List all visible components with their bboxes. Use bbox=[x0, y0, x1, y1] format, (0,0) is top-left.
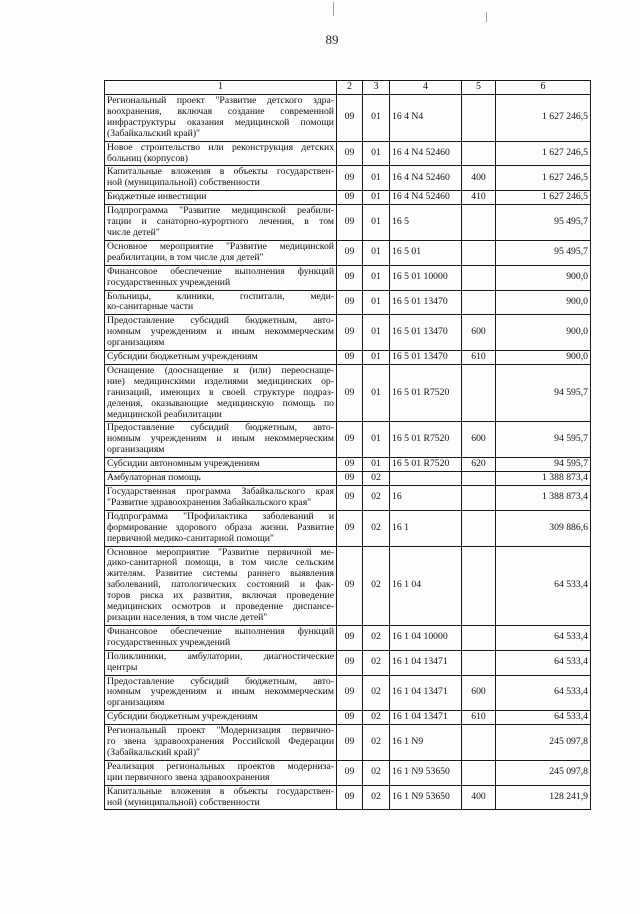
description-line: торов риска их развития, включая проведение bbox=[107, 590, 334, 602]
row-description bbox=[105, 785, 337, 810]
table-row bbox=[105, 364, 591, 422]
row-description bbox=[105, 546, 337, 625]
row-code-expense bbox=[462, 265, 496, 290]
row-code-subsection: 02 bbox=[363, 546, 390, 625]
description-line: Капитальные вложения в объекты государствен- bbox=[107, 785, 334, 797]
table-row bbox=[105, 351, 591, 365]
row-code-subsection: 01 bbox=[363, 351, 390, 365]
row-code-target: 16 1 04 13471 bbox=[390, 675, 462, 711]
description-line: организациям bbox=[107, 697, 165, 709]
description-line: ганизаций, имеющих в своей структуре подраз- bbox=[107, 386, 334, 398]
row-code-section: 09 bbox=[337, 191, 363, 205]
description-line: организациям bbox=[107, 337, 165, 349]
row-code-subsection: 01 bbox=[363, 205, 390, 241]
description-line: ризации населения, в том числе детей" bbox=[107, 611, 268, 623]
row-code-section: 09 bbox=[337, 458, 363, 472]
row-code-target: 16 4 N4 52460 bbox=[390, 141, 462, 166]
row-description bbox=[105, 472, 337, 486]
row-code-subsection: 02 bbox=[363, 711, 390, 725]
row-code-target: 16 5 01 13470 bbox=[390, 315, 462, 351]
description-line: реабилитации, в том числе для детей" bbox=[107, 251, 264, 263]
row-code-target: 16 5 bbox=[390, 205, 462, 241]
row-amount: 94 595,7 bbox=[496, 364, 591, 422]
description-line: Субсидии автономным учреждениям bbox=[107, 458, 260, 470]
row-code-section: 09 bbox=[337, 315, 363, 351]
row-code-target: 16 1 04 10000 bbox=[390, 625, 462, 650]
table-row bbox=[105, 290, 591, 315]
row-code-subsection: 02 bbox=[363, 486, 390, 511]
row-code-section: 09 bbox=[337, 650, 363, 675]
row-code-section: 09 bbox=[337, 364, 363, 422]
row-code-target bbox=[390, 472, 462, 486]
row-code-section: 09 bbox=[337, 510, 363, 546]
row-code-subsection: 02 bbox=[363, 510, 390, 546]
row-code-subsection: 01 bbox=[363, 458, 390, 472]
row-amount: 1 388 873,4 bbox=[496, 486, 591, 511]
row-amount: 64 533,4 bbox=[496, 546, 591, 625]
description-line: дико-санитарной помощи, в том числе сельским bbox=[107, 557, 334, 569]
row-code-subsection: 01 bbox=[363, 240, 390, 265]
description-line: медицинских осмотров и проведение диспансе- bbox=[107, 601, 334, 613]
row-amount: 900,0 bbox=[496, 265, 591, 290]
description-line: ние) медицинскими изделиями медицинских ор- bbox=[107, 375, 334, 387]
description-line: номным учреждениям и иным некоммерческим bbox=[107, 433, 334, 445]
row-code-target: 16 5 01 13470 bbox=[390, 351, 462, 365]
description-line: Основное мероприятие "Развитие медицинской bbox=[107, 240, 334, 252]
description-line: номным учреждениям и иным некоммерческим bbox=[107, 326, 334, 338]
description-line: ко-санитарные части bbox=[107, 301, 194, 313]
row-code-section: 09 bbox=[337, 675, 363, 711]
row-code-expense: 400 bbox=[462, 166, 496, 191]
row-code-expense bbox=[462, 95, 496, 142]
row-code-expense: 620 bbox=[462, 458, 496, 472]
row-amount: 94 595,7 bbox=[496, 422, 591, 458]
row-code-subsection: 01 bbox=[363, 265, 390, 290]
col-header-5: 5 bbox=[462, 81, 496, 95]
description-line: Оснащение (дооснащение и (или) переоснаще- bbox=[107, 364, 334, 376]
row-code-expense bbox=[462, 240, 496, 265]
table-body bbox=[105, 95, 591, 810]
row-code-expense bbox=[462, 141, 496, 166]
description-line: ной (муниципальной) собственности bbox=[107, 796, 260, 808]
row-description bbox=[105, 510, 337, 546]
row-code-section: 09 bbox=[337, 95, 363, 142]
row-amount: 245 097,8 bbox=[496, 725, 591, 761]
row-code-expense: 610 bbox=[462, 711, 496, 725]
row-code-expense bbox=[462, 205, 496, 241]
row-code-expense bbox=[462, 510, 496, 546]
description-line: Финансовое обеспечение выполнения функций bbox=[107, 265, 334, 277]
row-code-target: 16 4 N4 52460 bbox=[390, 166, 462, 191]
row-code-subsection: 01 bbox=[363, 141, 390, 166]
scan-mark bbox=[486, 12, 487, 22]
row-code-expense: 600 bbox=[462, 315, 496, 351]
row-code-target: 16 1 04 13471 bbox=[390, 650, 462, 675]
description-line: номным учреждениям и иным некоммерческим bbox=[107, 686, 334, 698]
row-code-subsection: 01 bbox=[363, 191, 390, 205]
table-row bbox=[105, 166, 591, 191]
row-amount: 900,0 bbox=[496, 290, 591, 315]
row-code-target: 16 1 04 bbox=[390, 546, 462, 625]
row-code-subsection: 02 bbox=[363, 675, 390, 711]
row-amount: 64 533,4 bbox=[496, 711, 591, 725]
table-row bbox=[105, 315, 591, 351]
row-description bbox=[105, 458, 337, 472]
description-line: заболеваний, патологических состояний и фак- bbox=[107, 579, 334, 591]
row-amount: 64 533,4 bbox=[496, 675, 591, 711]
table-row bbox=[105, 546, 591, 625]
table-row bbox=[105, 785, 591, 810]
col-header-1: 1 bbox=[105, 81, 337, 95]
row-code-section: 09 bbox=[337, 546, 363, 625]
row-description bbox=[105, 650, 337, 675]
description-line: Предоставление субсидий бюджетным, авто- bbox=[107, 422, 334, 434]
table-row bbox=[105, 625, 591, 650]
description-line: Подпрограмма "Профилактика заболеваний и bbox=[107, 510, 334, 522]
row-code-target: 16 1 N9 53650 bbox=[390, 760, 462, 785]
row-code-expense: 600 bbox=[462, 422, 496, 458]
description-line: (Забайкальский край)" bbox=[107, 746, 201, 758]
row-code-section: 09 bbox=[337, 725, 363, 761]
row-code-section: 09 bbox=[337, 486, 363, 511]
row-description bbox=[105, 95, 337, 142]
row-code-target: 16 5 01 R7520 bbox=[390, 458, 462, 472]
row-description bbox=[105, 760, 337, 785]
row-amount: 1 627 246,5 bbox=[496, 166, 591, 191]
row-code-subsection: 02 bbox=[363, 785, 390, 810]
row-code-subsection: 01 bbox=[363, 95, 390, 142]
row-code-expense: 410 bbox=[462, 191, 496, 205]
description-line: центры bbox=[107, 661, 138, 673]
description-line: государственных учреждений bbox=[107, 276, 231, 288]
table-row bbox=[105, 191, 591, 205]
row-amount: 900,0 bbox=[496, 315, 591, 351]
row-description bbox=[105, 265, 337, 290]
row-amount: 1 627 246,5 bbox=[496, 141, 591, 166]
row-code-section: 09 bbox=[337, 711, 363, 725]
description-line: Финансовое обеспечение выполнения функций bbox=[107, 625, 334, 637]
row-amount: 1 627 246,5 bbox=[496, 191, 591, 205]
description-line: числе детей" bbox=[107, 226, 160, 238]
description-line: Бюджетные инвестиции bbox=[107, 191, 207, 203]
row-description bbox=[105, 351, 337, 365]
table-row bbox=[105, 510, 591, 546]
row-code-expense bbox=[462, 486, 496, 511]
table-header-row bbox=[105, 81, 591, 95]
row-code-expense bbox=[462, 625, 496, 650]
row-description bbox=[105, 711, 337, 725]
row-amount: 245 097,8 bbox=[496, 760, 591, 785]
row-code-expense bbox=[462, 760, 496, 785]
row-code-section: 09 bbox=[337, 472, 363, 486]
table-row bbox=[105, 422, 591, 458]
row-description bbox=[105, 290, 337, 315]
row-description bbox=[105, 675, 337, 711]
col-header-3: 3 bbox=[363, 81, 390, 95]
row-description bbox=[105, 166, 337, 191]
scan-mark bbox=[333, 2, 334, 16]
row-description bbox=[105, 240, 337, 265]
row-code-expense bbox=[462, 725, 496, 761]
description-line: первичной медико-санитарной помощи" bbox=[107, 532, 274, 544]
row-code-target: 16 1 N9 bbox=[390, 725, 462, 761]
description-line: ной (муниципальной) собственности bbox=[107, 177, 260, 189]
row-code-subsection: 02 bbox=[363, 725, 390, 761]
description-line: ции первичного звена здравоохранения bbox=[107, 771, 270, 783]
table-row bbox=[105, 486, 591, 511]
row-amount: 900,0 bbox=[496, 351, 591, 365]
row-code-target: 16 5 01 bbox=[390, 240, 462, 265]
description-line: го звена здравоохранения Российской Федерации bbox=[107, 736, 334, 748]
page-number: 89 bbox=[325, 32, 339, 47]
description-line: Подпрограмма "Развитие медицинской реабили- bbox=[107, 205, 334, 217]
row-description bbox=[105, 625, 337, 650]
table-row bbox=[105, 472, 591, 486]
row-amount: 309 886,6 bbox=[496, 510, 591, 546]
row-code-subsection: 02 bbox=[363, 760, 390, 785]
row-code-section: 09 bbox=[337, 205, 363, 241]
row-code-subsection: 02 bbox=[363, 472, 390, 486]
row-code-section: 09 bbox=[337, 422, 363, 458]
row-code-target: 16 bbox=[390, 486, 462, 511]
description-line: Капитальные вложения в объекты государствен- bbox=[107, 166, 334, 178]
description-line: Основное мероприятие "Развитие первичной ме- bbox=[107, 546, 334, 558]
row-code-subsection: 02 bbox=[363, 625, 390, 650]
row-code-target: 16 1 bbox=[390, 510, 462, 546]
description-line: формирование здорового образа жизни. Развитие bbox=[107, 521, 334, 533]
col-header-4: 4 bbox=[390, 81, 462, 95]
row-amount: 128 241,9 bbox=[496, 785, 591, 810]
description-line: воохранения, включая создание современной bbox=[107, 105, 334, 117]
row-code-subsection: 01 bbox=[363, 290, 390, 315]
table-row bbox=[105, 725, 591, 761]
row-amount: 95 495,7 bbox=[496, 205, 591, 241]
row-code-expense bbox=[462, 290, 496, 315]
row-code-expense bbox=[462, 364, 496, 422]
table-row bbox=[105, 141, 591, 166]
description-line: деления, оказывающие медицинскую помощь по bbox=[107, 397, 334, 409]
table-row bbox=[105, 205, 591, 241]
description-line: организациям bbox=[107, 444, 165, 456]
row-code-target: 16 5 01 13470 bbox=[390, 290, 462, 315]
row-amount: 1 388 873,4 bbox=[496, 472, 591, 486]
description-line: Региональный проект "Модернизация первично- bbox=[107, 725, 334, 737]
table-row bbox=[105, 675, 591, 711]
table-row bbox=[105, 95, 591, 142]
col-header-6: 6 bbox=[496, 81, 591, 95]
row-code-target: 16 1 N9 53650 bbox=[390, 785, 462, 810]
description-line: государственных учреждений bbox=[107, 636, 231, 648]
row-code-subsection: 02 bbox=[363, 650, 390, 675]
row-description bbox=[105, 191, 337, 205]
row-amount: 64 533,4 bbox=[496, 625, 591, 650]
description-line: Амбулаторная помощь bbox=[107, 472, 201, 484]
description-line: (Забайкальский край)" bbox=[107, 127, 201, 139]
row-code-target: 16 4 N4 52460 bbox=[390, 191, 462, 205]
description-line: Больницы, клиники, госпитали, меди- bbox=[107, 290, 334, 302]
row-description bbox=[105, 205, 337, 241]
description-line: Региональный проект "Развитие детского здра- bbox=[107, 95, 334, 106]
row-code-expense: 600 bbox=[462, 675, 496, 711]
row-code-expense bbox=[462, 650, 496, 675]
row-description bbox=[105, 422, 337, 458]
row-code-section: 09 bbox=[337, 760, 363, 785]
row-description bbox=[105, 725, 337, 761]
description-line: Предоставление субсидий бюджетным, авто- bbox=[107, 675, 334, 687]
table-row bbox=[105, 650, 591, 675]
row-code-target: 16 5 01 R7520 bbox=[390, 364, 462, 422]
description-line: "Развитие здравоохранения Забайкальского края" bbox=[107, 496, 312, 508]
description-line: инфраструктуры оказания медицинской помощи bbox=[107, 116, 334, 128]
row-code-section: 09 bbox=[337, 265, 363, 290]
row-code-subsection: 01 bbox=[363, 315, 390, 351]
row-code-subsection: 01 bbox=[363, 422, 390, 458]
row-code-section: 09 bbox=[337, 240, 363, 265]
description-line: Государственная программа Забайкальского края bbox=[107, 486, 334, 497]
row-code-section: 09 bbox=[337, 166, 363, 191]
budget-table bbox=[104, 80, 591, 810]
row-code-section: 09 bbox=[337, 625, 363, 650]
row-code-subsection: 01 bbox=[363, 166, 390, 191]
row-description bbox=[105, 364, 337, 422]
table-row bbox=[105, 240, 591, 265]
description-line: Реализация региональных проектов модерниза- bbox=[107, 760, 334, 772]
row-code-target: 16 5 01 R7520 bbox=[390, 422, 462, 458]
row-code-expense: 400 bbox=[462, 785, 496, 810]
description-line: Субсидии бюджетным учреждениям bbox=[107, 351, 258, 363]
row-code-section: 09 bbox=[337, 785, 363, 810]
row-code-target: 16 1 04 13471 bbox=[390, 711, 462, 725]
description-line: медицинской реабилитации bbox=[107, 408, 222, 420]
row-code-expense bbox=[462, 546, 496, 625]
row-code-expense bbox=[462, 472, 496, 486]
row-code-subsection: 01 bbox=[363, 364, 390, 422]
row-description bbox=[105, 141, 337, 166]
row-code-target: 16 4 N4 bbox=[390, 95, 462, 142]
table-row bbox=[105, 760, 591, 785]
description-line: Субсидии бюджетным учреждениям bbox=[107, 711, 258, 723]
row-code-target: 16 5 01 10000 bbox=[390, 265, 462, 290]
row-amount: 94 595,7 bbox=[496, 458, 591, 472]
description-line: тации и санаторно-курортного лечения, в том bbox=[107, 216, 334, 228]
row-code-expense: 610 bbox=[462, 351, 496, 365]
description-line: жителям. Развитие системы раннего выявления bbox=[107, 568, 334, 580]
row-amount: 1 627 246,5 bbox=[496, 95, 591, 142]
description-line: больниц (корпусов) bbox=[107, 152, 188, 164]
row-code-section: 09 bbox=[337, 141, 363, 166]
col-header-2: 2 bbox=[337, 81, 363, 95]
row-code-section: 09 bbox=[337, 290, 363, 315]
row-amount: 64 533,4 bbox=[496, 650, 591, 675]
table-row bbox=[105, 458, 591, 472]
table-row bbox=[105, 265, 591, 290]
description-line: Поликлиники, амбулатории, диагностические bbox=[107, 650, 334, 662]
row-amount: 95 495,7 bbox=[496, 240, 591, 265]
description-line: Предоставление субсидий бюджетным, авто- bbox=[107, 315, 334, 327]
row-code-section: 09 bbox=[337, 351, 363, 365]
row-description bbox=[105, 486, 337, 511]
table-row bbox=[105, 711, 591, 725]
row-description bbox=[105, 315, 337, 351]
description-line: Новое строительство или реконструкция детских bbox=[107, 141, 334, 153]
